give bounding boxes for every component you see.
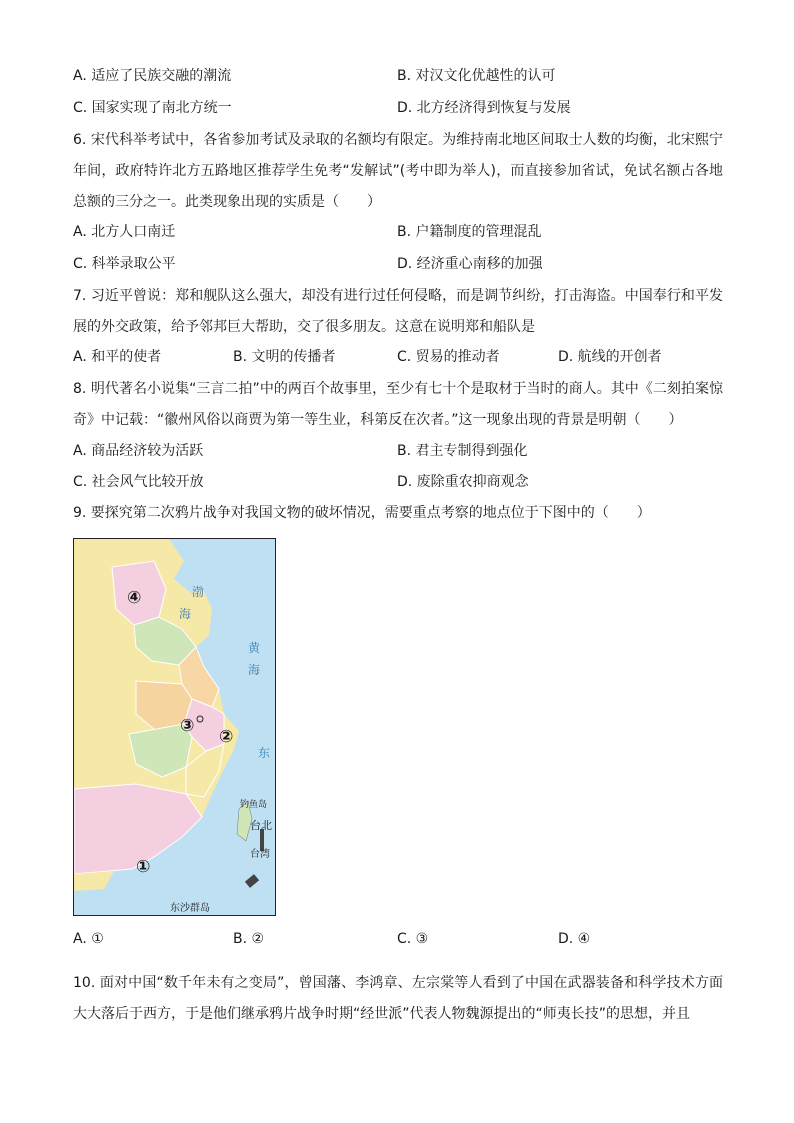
q8-option-d: D. 废除重农抑商观念 xyxy=(397,474,529,490)
q10-stem: 10. 面对中国“数千年未有之变局”，曾国藩、李鸿章、左宗棠等人看到了中国在武器装备和科学技术方面大大落后于西方，于是他们继承鸦片战争时期“经世派”代表人物魏源提出的“师夷长技”的思想，并且 xyxy=(73,975,723,1022)
label-diaoyu: 钓鱼岛 xyxy=(240,800,268,810)
q5-option-d: D. 北方经济得到恢复与发展 xyxy=(397,100,571,116)
map-graphic xyxy=(74,539,275,915)
q7-stem: 7. 习近平曾说：郑和舰队这么强大，却没有进行过任何侵略，而是调节纠纷，打击海盗。中国奉行和平发展的外交政策，给予邻邦巨大帮助，交了很多朋友。这意在说明郑和船队是 xyxy=(73,288,723,335)
marker-2: ② xyxy=(219,727,234,747)
q6-option-d: D. 经济重心南移的加强 xyxy=(397,256,543,272)
label-huang: 黄 xyxy=(248,641,261,655)
q5-option-a: A. 适应了民族交融的潮流 xyxy=(73,68,232,84)
q5-option-b: B. 对汉文化优越性的认可 xyxy=(397,68,556,84)
q8-option-b: B. 君主专制得到强化 xyxy=(397,443,528,459)
q7-option-a: A. 和平的使者 xyxy=(73,349,162,365)
label-taibei: 台北 xyxy=(250,819,272,832)
q6-stem: 6. 宋代科举考试中，各省参加考试及录取的名额均有限定。为维持南北地区间取士人数的均衡，北宋熙宁年间，政府特许北方五路地区推荐学生免考“发解试”(考中即为举人)，而直接参加省试，免试名额占各地总额的三分之一。此类现象出现的实质是（ ） xyxy=(73,132,723,210)
china-east-coast-map xyxy=(73,538,276,916)
q5-option-c: C. 国家实现了南北方统一 xyxy=(73,100,232,116)
q9-option-a: A. ① xyxy=(73,931,104,947)
q8-stem: 8. 明代著名小说集“三言二拍”中的两百个故事里，至少有七十个是取材于当时的商人。其中《二刻拍案惊奇》中记载：“徽州风俗以商贾为第一等生业，科第反在次者。”这一现象出现的背景是明朝（ ） xyxy=(73,381,723,428)
label-taiwan: 台湾 xyxy=(250,849,270,860)
q6-option-b: B. 户籍制度的管理混乱 xyxy=(397,224,542,240)
q7-option-d: D. 航线的开创者 xyxy=(558,349,662,365)
label-dongsha: 东沙群岛 xyxy=(170,903,210,914)
q6-option-c: C. 科举录取公平 xyxy=(73,256,176,272)
marker-3: ③ xyxy=(180,716,195,736)
label-bohai-hai: 海 xyxy=(179,607,192,621)
q6-option-a: A. 北方人口南迁 xyxy=(73,224,176,240)
marker-1: ① xyxy=(136,857,151,877)
label-dong: 东 xyxy=(258,746,271,760)
q9-option-c: C. ③ xyxy=(397,931,429,947)
marker-4: ④ xyxy=(127,588,142,608)
q7-option-b: B. 文明的传播者 xyxy=(233,349,336,365)
q7-option-c: C. 贸易的推动者 xyxy=(397,349,500,365)
q9-option-b: B. ② xyxy=(233,931,265,947)
label-bohai: 渤 xyxy=(192,585,205,599)
label-huang-hai: 海 xyxy=(248,663,261,677)
q9-stem: 9. 要探究第二次鸦片战争对我国文物的破坏情况，需要重点考察的地点位于下图中的（ ） xyxy=(73,505,651,521)
q9-option-d: D. ④ xyxy=(558,931,591,947)
q8-option-a: A. 商品经济较为活跃 xyxy=(73,443,204,459)
q8-option-c: C. 社会风气比较开放 xyxy=(73,474,204,490)
